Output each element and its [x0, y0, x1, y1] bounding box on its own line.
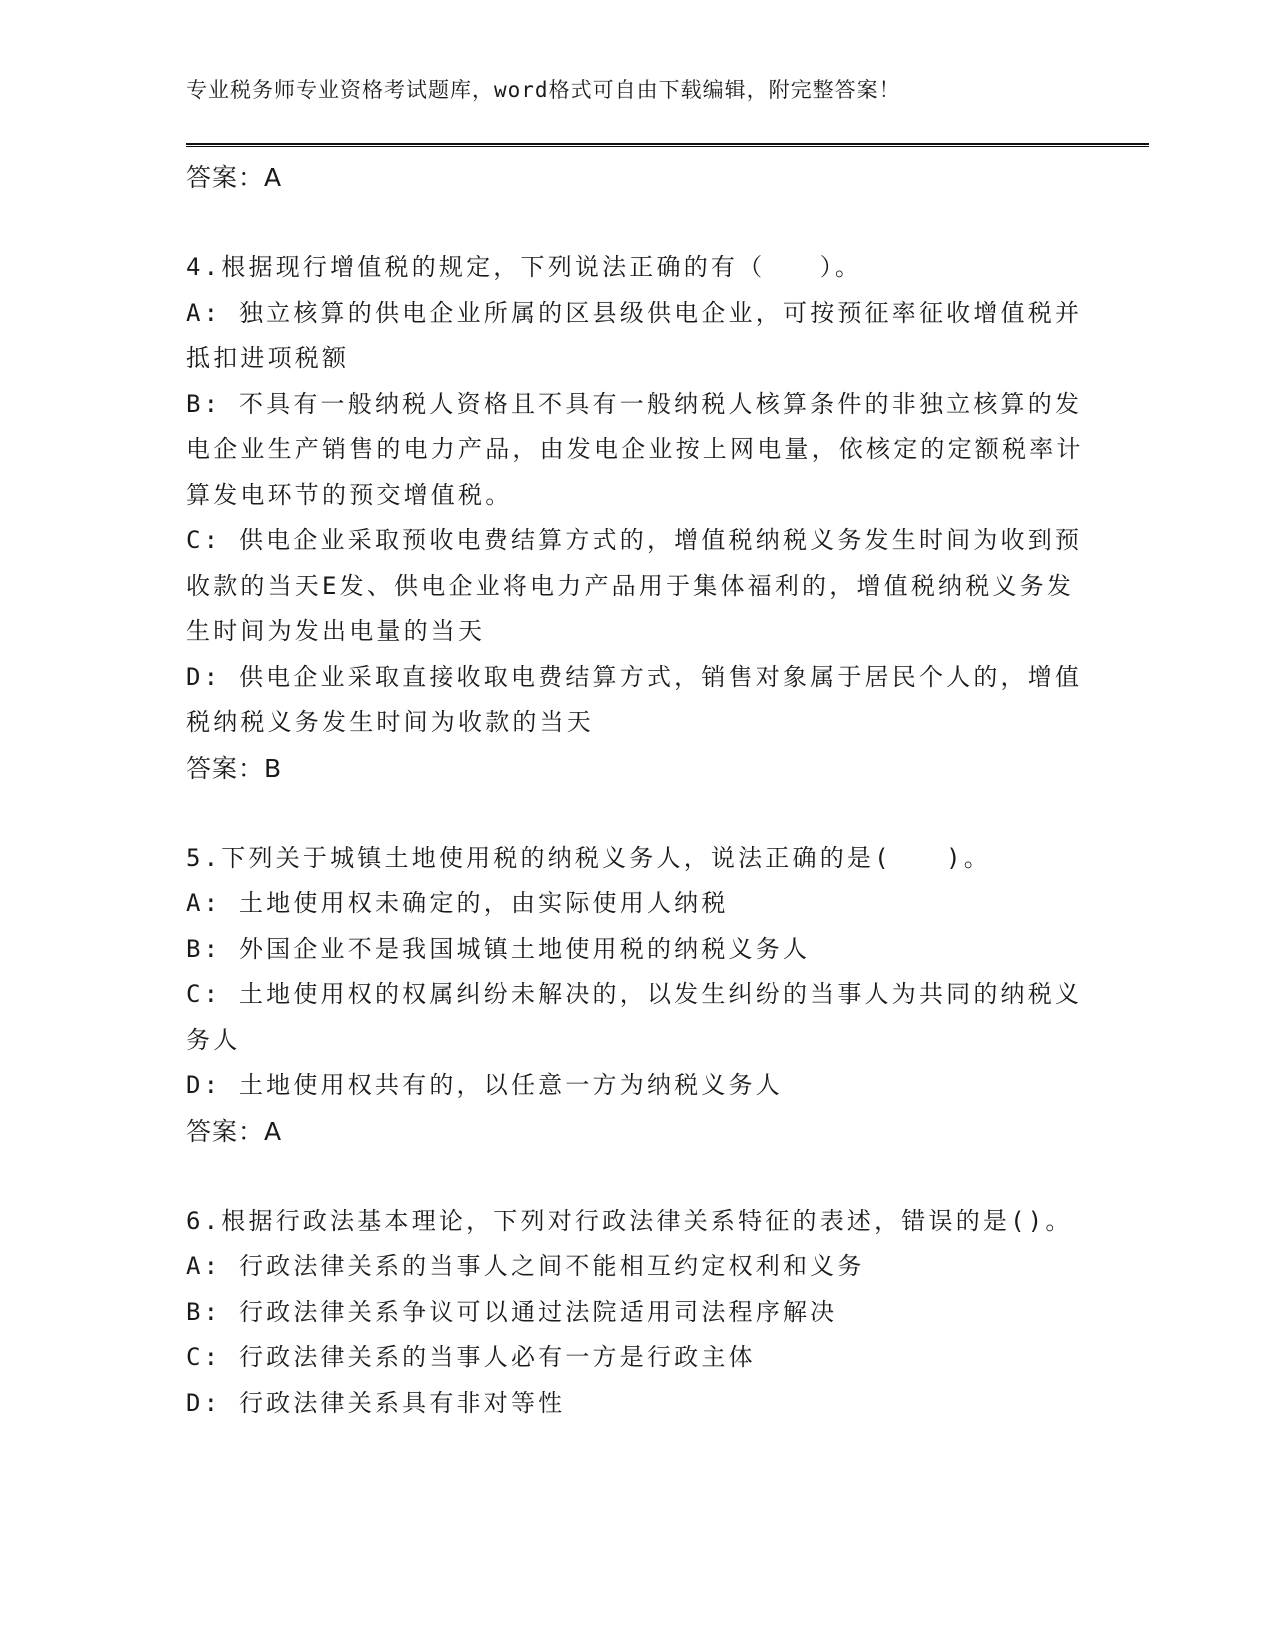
question-5-option-c — [186, 972, 1086, 1063]
option-key: C: — [186, 526, 222, 554]
option-text: 土地使用权未确定的，由实际使用人纳税 — [221, 889, 729, 917]
option-key: D: — [186, 662, 222, 691]
option-text: 土地使用权共有的，以任意一方为纳税义务人 — [221, 1071, 783, 1099]
header-divider — [186, 143, 1149, 147]
question-5-stem: 5.下列关于城镇土地使用税的纳税义务人，说法正确的是( )。 — [186, 843, 991, 872]
question-5-answer: 答案：A — [186, 1116, 283, 1146]
option-key: A: — [186, 889, 222, 917]
question-6 — [186, 1199, 1086, 1427]
option-text: 供电企业采取直接收取电费结算方式，销售对象属于居民个人的，增值税纳税义务发生时间为收款的当天 — [186, 662, 1083, 736]
question-4-option-b — [186, 382, 1086, 519]
question-4 — [186, 245, 1086, 791]
option-key: B: — [186, 934, 222, 963]
question-6-option-a — [186, 1244, 1086, 1290]
option-text: 独立核算的供电企业所属的区县级供电企业，可按预征率征收增值税并抵扣进项税额 — [186, 298, 1083, 372]
answer-previous: 答案：A — [186, 163, 283, 192]
option-key: A: — [186, 1252, 222, 1280]
question-4-stem: 4.根据现行增值税的规定，下列说法正确的有（ ）。 — [186, 253, 863, 281]
question-6-stem: 6.根据行政法基本理论，下列对行政法律关系特征的表述，错误的是()。 — [186, 1206, 1073, 1235]
option-key: D: — [186, 1388, 222, 1417]
option-text: 行政法律关系具有非对等性 — [221, 1388, 566, 1417]
question-5-option-a — [186, 881, 1086, 927]
option-key: B: — [186, 389, 222, 418]
page-header: 专业税务师专业资格考试题库，word格式可自由下载编辑，附完整答案！ — [186, 78, 901, 102]
option-key: A: — [186, 298, 222, 327]
option-text: 土地使用权的权属纠纷未解决的，以发生纠纷的当事人为共同的纳税义务人 — [186, 980, 1083, 1054]
question-6-option-c — [186, 1335, 1086, 1381]
question-6-option-d — [186, 1381, 1086, 1427]
question-6-option-b — [186, 1290, 1086, 1336]
option-key: D: — [186, 1071, 222, 1099]
document-body — [186, 155, 1086, 1426]
question-4-option-a — [186, 291, 1086, 382]
question-4-option-c — [186, 518, 1086, 655]
question-5-option-d — [186, 1063, 1086, 1109]
option-key: B: — [186, 1297, 222, 1326]
question-5-option-b — [186, 927, 1086, 973]
question-4-answer: 答案：B — [186, 753, 283, 783]
question-5 — [186, 836, 1086, 1154]
option-key: C: — [186, 1343, 222, 1371]
question-4-option-d — [186, 655, 1086, 746]
option-text: 外国企业不是我国城镇土地使用税的纳税义务人 — [221, 934, 811, 963]
option-text: 供电企业采取预收电费结算方式的，增值税纳税义务发生时间为收到预收款的当天E发、供电企业将电力产品用于集体福利的，增值税纳税义务发生时间为发出电量的当天 — [186, 526, 1083, 645]
option-text: 不具有一般纳税人资格且不具有一般纳税人核算条件的非独立核算的发电企业生产销售的电力产品，由发电企业按上网电量，依核定的定额税率计算发电环节的预交增值税。 — [186, 389, 1084, 509]
option-key: C: — [186, 980, 222, 1008]
option-text: 行政法律关系的当事人之间不能相互约定权利和义务 — [221, 1252, 865, 1280]
option-text: 行政法律关系的当事人必有一方是行政主体 — [221, 1343, 756, 1371]
option-text: 行政法律关系争议可以通过法院适用司法程序解决 — [221, 1297, 838, 1326]
